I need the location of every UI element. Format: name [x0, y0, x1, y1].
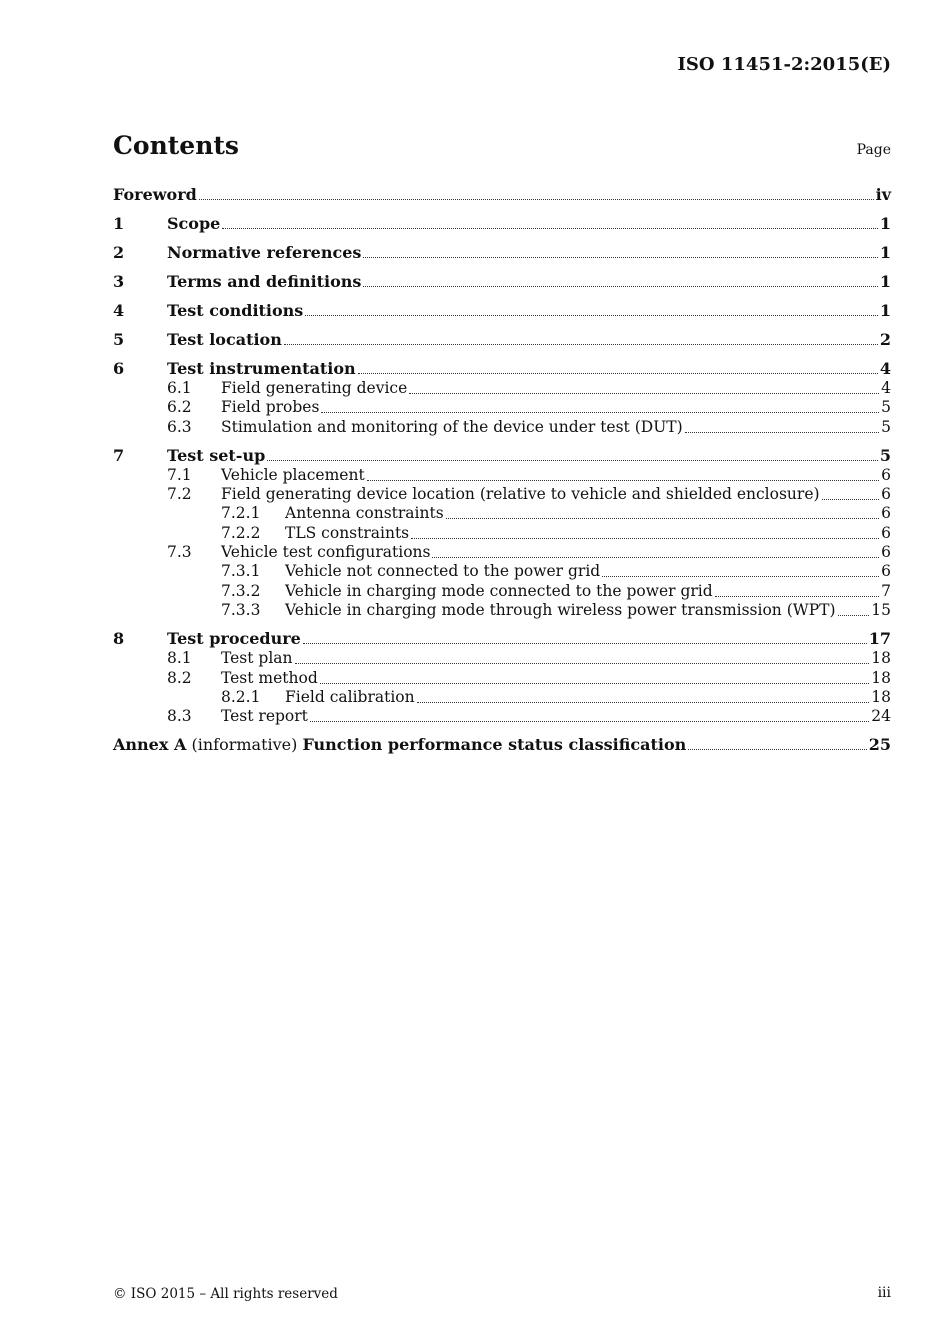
leader-dots	[267, 446, 878, 461]
toc-entry[interactable]	[113, 330, 891, 350]
leader-dots	[715, 582, 879, 597]
toc-entry-title: Scope	[167, 214, 221, 233]
toc-entry-page: 6	[881, 485, 891, 504]
contents-title: Contents	[113, 131, 240, 160]
toc-entry-page: 2	[879, 330, 891, 349]
footer-copyright: © ISO 2015 – All rights reserved	[113, 1286, 338, 1302]
leader-dots	[222, 214, 878, 229]
leader-dots	[409, 379, 879, 394]
leader-dots	[284, 330, 878, 345]
toc-entry-title: Field probes	[221, 398, 320, 417]
toc-entry-title: Test plan	[221, 649, 293, 668]
toc-entry-number: 6	[113, 359, 125, 378]
toc-entry-title: Test procedure	[167, 629, 301, 649]
toc-entry-title: Test report	[221, 707, 308, 726]
leader-dots	[363, 243, 877, 258]
leader-dots	[432, 543, 879, 558]
toc-entry-title: Test method	[221, 668, 318, 687]
leader-dots	[446, 504, 879, 519]
toc-entry[interactable]	[113, 446, 891, 466]
annex-type: (informative)	[191, 735, 298, 755]
toc-entry[interactable]	[113, 601, 891, 620]
toc-entry-number: 8.3	[167, 707, 192, 726]
toc-entry-page: 6	[881, 465, 891, 484]
leader-dots	[199, 185, 874, 200]
toc-entry[interactable]	[113, 359, 891, 379]
toc-entry-page: 18	[871, 649, 891, 668]
toc-entry-number: 8.2	[167, 668, 192, 687]
annex-page: 25	[868, 735, 891, 755]
leader-dots	[417, 688, 870, 703]
toc-entry[interactable]	[113, 379, 891, 398]
toc-entry-page: iv	[875, 185, 891, 204]
toc-entry-number: 6.1	[167, 379, 192, 397]
annex-title: Function performance status classification	[302, 735, 687, 755]
toc-entry-title: Field generating device	[221, 379, 408, 397]
toc-entry[interactable]	[113, 185, 891, 205]
leader-dots	[363, 272, 877, 287]
toc-entry-title: Field calibration	[285, 687, 415, 706]
annex-label: Annex A	[113, 735, 187, 755]
leader-dots	[305, 301, 878, 316]
toc-entry-number: 6.2	[167, 398, 192, 417]
toc-entry-title: Vehicle in charging mode connected to the power grid	[285, 581, 713, 600]
toc-entry[interactable]	[113, 582, 891, 601]
toc-entry-page: 1	[879, 214, 891, 233]
toc-entry-title: Test location	[167, 330, 282, 349]
leader-dots	[367, 466, 879, 481]
toc-entry[interactable]	[113, 629, 891, 649]
toc-entry-title: Vehicle test configurations	[221, 543, 431, 562]
leader-dots	[688, 735, 866, 750]
leader-dots	[685, 418, 879, 433]
toc-entry[interactable]	[113, 688, 891, 707]
toc-entry-page: 1	[879, 243, 891, 262]
toc-entry-page: 15	[871, 600, 891, 619]
toc-entry-number: 3	[113, 272, 125, 291]
toc-entry-number: 7.2.2	[221, 523, 261, 542]
page-column-label: Page	[856, 142, 891, 158]
toc-entry-page: 4	[879, 359, 891, 378]
toc-entry-page: 17	[868, 629, 891, 649]
toc-entry[interactable]	[113, 543, 891, 562]
leader-dots	[411, 524, 879, 539]
toc-entry-page: 24	[871, 707, 891, 726]
toc-entry-title: Test instrumentation	[167, 359, 356, 378]
toc-entry-page: 6	[881, 543, 891, 562]
toc-entry-number: 7.1	[167, 465, 192, 484]
toc-entry[interactable]	[113, 214, 891, 234]
footer-page-number: iii	[877, 1285, 891, 1301]
toc-entry-title: TLS constraints	[285, 523, 410, 542]
leader-dots	[822, 485, 880, 500]
toc-entry-page: 1	[879, 301, 891, 320]
toc-entry[interactable]	[113, 562, 891, 581]
toc-entry-number: 7.3.2	[221, 581, 261, 600]
toc-entry-title: Antenna constraints	[285, 504, 444, 523]
toc-entry[interactable]	[113, 707, 891, 726]
standard-id: ISO 11451-2:2015(E)	[677, 54, 891, 75]
toc-entry-title: Vehicle not connected to the power grid	[285, 562, 601, 581]
toc-entry-number: 7.2	[167, 485, 192, 504]
toc-entry-page: 5	[881, 398, 891, 417]
toc-entry[interactable]	[113, 524, 891, 543]
toc-entry-annex-a[interactable]	[113, 735, 891, 755]
leader-dots	[310, 707, 869, 722]
toc-entry-page: 5	[879, 445, 891, 465]
toc-entry-title: Test conditions	[167, 301, 304, 320]
toc-entry[interactable]	[113, 649, 891, 668]
leader-dots	[303, 629, 867, 644]
toc-entry[interactable]	[113, 418, 891, 437]
toc-entry-title: Vehicle in charging mode through wireless power transmission (WPT)	[285, 600, 836, 619]
leader-dots	[321, 398, 879, 413]
toc-entry-title: Terms and definitions	[167, 272, 362, 291]
toc-entry[interactable]	[113, 272, 891, 292]
toc-entry-title: Field generating device location (relative to vehicle and shielded enclosure)	[221, 485, 820, 504]
toc-entry-page: 7	[881, 581, 891, 600]
toc-entry-title: Normative references	[167, 243, 362, 262]
toc-entry-number: 5	[113, 330, 125, 349]
toc-entry[interactable]	[113, 466, 891, 485]
toc-entry-page: 6	[881, 523, 891, 542]
toc-entry-number: 6.3	[167, 417, 192, 436]
toc-entry-page: 1	[879, 272, 891, 291]
table-of-contents	[113, 185, 891, 755]
toc-entry-page: 6	[881, 504, 891, 523]
toc-entry[interactable]	[113, 485, 891, 504]
toc-entry-number: 4	[113, 301, 125, 320]
leader-dots	[602, 562, 879, 577]
toc-entry-number: 8.1	[167, 649, 192, 668]
toc-entry-number: 2	[113, 243, 125, 262]
toc-entry-page: 18	[871, 687, 891, 706]
toc-entry[interactable]	[113, 243, 891, 263]
toc-entry-number: 7	[113, 445, 125, 465]
toc-entry-number: 8.2.1	[221, 687, 261, 706]
toc-entry-page: 4	[881, 379, 891, 397]
toc-entry-title: Foreword	[113, 185, 197, 204]
toc-entry-number: 8	[113, 629, 125, 649]
toc-entry-number: 7.3	[167, 543, 192, 562]
toc-entry-page: 5	[881, 417, 891, 436]
toc-entry-number: 1	[113, 214, 125, 233]
leader-dots	[320, 669, 870, 684]
leader-dots	[358, 359, 878, 374]
toc-entry-number: 7.3.1	[221, 562, 261, 581]
toc-entry-page: 18	[871, 668, 891, 687]
toc-entry-title: Vehicle placement	[221, 465, 365, 484]
toc-entry[interactable]	[113, 669, 891, 688]
toc-entry-number: 7.2.1	[221, 504, 261, 523]
toc-entry-title: Stimulation and monitoring of the device under test (DUT)	[221, 417, 683, 436]
toc-entry[interactable]	[113, 301, 891, 321]
toc-entry[interactable]	[113, 504, 891, 523]
toc-entry-title: Test set-up	[167, 445, 266, 465]
toc-entry-page: 6	[881, 562, 891, 581]
leader-dots	[838, 601, 870, 616]
toc-entry[interactable]	[113, 398, 891, 417]
leader-dots	[295, 649, 870, 664]
toc-entry-number: 7.3.3	[221, 600, 261, 619]
